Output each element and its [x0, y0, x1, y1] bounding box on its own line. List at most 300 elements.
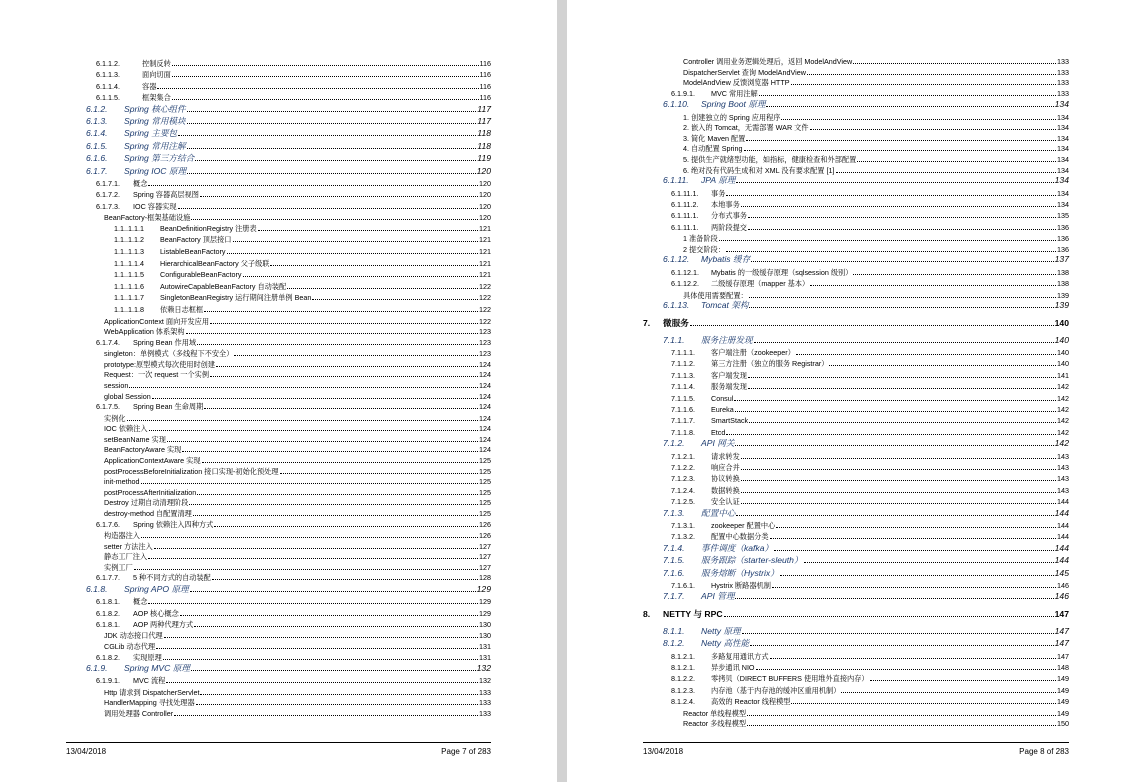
toc-entry[interactable] — [671, 462, 1069, 472]
toc-entry-title: 1 准备阶段 — [683, 234, 718, 244]
toc-entry-title: 零拷贝（DIRECT BUFFERS 使用堆外直接内存） — [711, 674, 869, 684]
toc-entry-title: session — [104, 381, 129, 390]
toc-entry[interactable] — [643, 609, 1069, 619]
toc-entry-title: 数据转换 — [711, 485, 740, 495]
toc-entry[interactable] — [104, 444, 491, 454]
toc-entry-page-number: 127 — [479, 541, 491, 551]
toc-entry[interactable] — [671, 520, 1069, 530]
toc-entry[interactable] — [671, 188, 1069, 198]
dot-leader — [810, 278, 1056, 286]
toc-entry[interactable] — [86, 153, 491, 163]
toc-entry[interactable] — [96, 608, 491, 618]
toc-entry[interactable] — [671, 210, 1069, 220]
toc-entry[interactable] — [683, 143, 1069, 153]
toc-entry-page-number: 133 — [1057, 88, 1069, 98]
toc-entry[interactable] — [114, 269, 491, 279]
dot-leader — [810, 122, 1056, 130]
toc-entry[interactable] — [104, 630, 491, 640]
toc-entry[interactable] — [683, 290, 1069, 300]
toc-entry-page-number: 129 — [476, 583, 491, 594]
dot-leader — [258, 223, 478, 231]
toc-entry-number: 1.1..1.1.5 — [114, 270, 144, 280]
toc-entry-title: Spring Boot 原理 — [701, 99, 766, 110]
toc-entry[interactable] — [663, 335, 1069, 345]
dot-leader — [741, 496, 1056, 504]
toc-entry-number: 6.1.11. — [663, 175, 689, 186]
toc-entry-number: 7.1.1.3. — [671, 370, 695, 380]
toc-entry[interactable] — [104, 466, 491, 476]
dot-leader — [770, 531, 1056, 539]
toc-entry-title: Request：一次 request 一个实例 — [104, 370, 210, 380]
dot-leader — [167, 434, 478, 442]
dot-leader — [829, 358, 1056, 366]
toc-entry[interactable] — [643, 318, 1069, 328]
toc-entry-title: Spring 第三方结合 — [124, 153, 195, 164]
toc-entry-title: Reactor 多线程模型 — [683, 719, 747, 729]
toc-entry[interactable] — [104, 487, 491, 497]
toc-entry-number: 7.1.1.2. — [671, 359, 695, 369]
dot-leader — [791, 77, 1056, 85]
toc-entry-page-number: 129 — [479, 597, 491, 607]
toc-entry-page-number: 125 — [479, 498, 491, 508]
dot-leader — [841, 685, 1056, 693]
dot-leader — [141, 530, 478, 538]
toc-entry[interactable] — [683, 708, 1069, 718]
toc-entry-page-number: 121 — [479, 235, 491, 245]
dot-leader — [148, 596, 478, 604]
dot-leader — [172, 69, 479, 77]
dot-leader — [853, 56, 1056, 64]
toc-entry[interactable] — [86, 166, 491, 176]
toc-entry[interactable] — [671, 696, 1069, 706]
toc-entry-page-number: 127 — [479, 562, 491, 572]
toc-entry[interactable] — [114, 234, 491, 244]
toc-entry[interactable] — [663, 543, 1069, 553]
dot-leader — [280, 466, 478, 474]
toc-entry[interactable] — [104, 497, 491, 507]
toc-entry-title: 分布式事务 — [711, 211, 747, 221]
toc-entry[interactable] — [104, 530, 491, 540]
toc-entry[interactable] — [86, 116, 491, 126]
toc-entry[interactable] — [663, 508, 1069, 518]
toc-entry-page-number: 134 — [1054, 99, 1069, 110]
toc-entry[interactable] — [671, 199, 1069, 209]
toc-entry-page-number: 143 — [1057, 485, 1069, 495]
toc-entry[interactable] — [96, 675, 491, 685]
toc-entry[interactable] — [104, 348, 491, 358]
toc-entry-number: 7.1.6. — [663, 567, 685, 578]
toc-entry[interactable] — [86, 663, 491, 673]
toc-entry[interactable] — [671, 381, 1069, 391]
toc-entry-title: ConfigurableBeanFactory — [160, 270, 242, 280]
footer-date: 13/04/2018 — [66, 747, 107, 756]
toc-entry-page-number: 149 — [1057, 708, 1069, 718]
toc-entry[interactable] — [671, 88, 1069, 98]
dot-leader — [741, 462, 1056, 470]
dot-leader — [202, 455, 478, 463]
toc-entry-number: 7.1.1.1. — [671, 348, 695, 357]
dot-leader — [243, 269, 478, 277]
dot-leader — [270, 258, 478, 266]
toc-entry-page-number: 122 — [479, 293, 491, 303]
toc-entry-number: 6.1.7.4. — [96, 337, 120, 347]
toc-entry-title: AOP 核心概念 — [133, 608, 179, 618]
toc-entry[interactable] — [86, 141, 491, 151]
toc-entry-title: postProcessAfterInitialization — [104, 487, 197, 497]
toc-entry[interactable] — [683, 165, 1069, 175]
toc-entry-page-number: 143 — [1057, 463, 1069, 472]
toc-entry-number: 6.1.1.3. — [96, 70, 120, 80]
toc-entry-number: 8. — [643, 608, 651, 619]
toc-entry-title: Spring 主要包 — [124, 128, 178, 139]
toc-entry[interactable] — [671, 267, 1069, 277]
toc-entry[interactable] — [96, 58, 491, 68]
toc-entry[interactable] — [96, 619, 491, 629]
toc-entry-page-number: 121 — [479, 270, 491, 280]
dot-leader — [178, 201, 478, 209]
toc-entry-title: ApplicationContext 面向开发应用 — [104, 316, 210, 326]
toc-entry-number: 1.1..1.1.2 — [114, 235, 144, 245]
toc-entry[interactable] — [671, 673, 1069, 683]
toc-entry[interactable] — [671, 451, 1069, 461]
toc-entry-title: 请求转发 — [711, 451, 740, 461]
toc-entry[interactable] — [86, 104, 491, 114]
toc-entry-number: 6.1.7.3. — [96, 201, 120, 211]
page-gap — [557, 0, 567, 782]
toc-entry[interactable] — [114, 292, 491, 302]
toc-entry[interactable] — [86, 128, 491, 138]
toc-entry-number: 6.1.10. — [663, 99, 690, 110]
toc-entry[interactable] — [671, 531, 1069, 541]
toc-entry-number: 1.1..1.1.1 — [114, 223, 144, 233]
toc-entry[interactable] — [671, 222, 1069, 232]
toc-entry[interactable] — [671, 404, 1069, 414]
toc-entry[interactable] — [96, 69, 491, 79]
toc-entry-title: 3. 简化 Maven 配置 — [683, 133, 746, 143]
toc-entry-number: 7.1.7. — [663, 591, 685, 602]
dot-leader — [234, 348, 478, 356]
toc-entry[interactable] — [663, 254, 1069, 264]
toc-entry[interactable] — [683, 718, 1069, 728]
toc-entry[interactable] — [104, 369, 491, 379]
toc-entry[interactable] — [104, 423, 491, 433]
toc-entry-page-number: 122 — [479, 305, 491, 314]
toc-entry-number: 6.1.7.6. — [96, 519, 120, 529]
toc-entry[interactable] — [114, 304, 491, 314]
toc-entry[interactable] — [114, 281, 491, 291]
toc-entry[interactable] — [683, 122, 1069, 132]
toc-entry[interactable] — [104, 641, 491, 651]
toc-entry[interactable] — [96, 178, 491, 188]
toc-entry[interactable] — [671, 473, 1069, 483]
toc-entry-title: singleton：单例模式（多线程下不安全） — [104, 349, 234, 359]
toc-entry-page-number: 124 — [479, 445, 491, 455]
dot-leader — [748, 222, 1056, 230]
toc-entry-number: 6.1.12.1. — [671, 267, 699, 277]
toc-entry-page-number: 119 — [477, 153, 491, 164]
toc-entry-title: 面向切面 — [142, 70, 171, 80]
toc-entry-page-number: 116 — [479, 70, 491, 80]
toc-entry[interactable] — [104, 326, 491, 336]
dot-leader — [766, 99, 1053, 107]
toc-entry[interactable] — [663, 438, 1069, 448]
toc-entry-title: destroy-method 自配置清理 — [104, 509, 192, 518]
toc-entry-number: 7.1.2.1. — [671, 451, 695, 461]
dot-leader — [187, 141, 477, 149]
toc-entry[interactable] — [663, 626, 1069, 636]
toc-entry-number: 7.1.1.6. — [671, 405, 695, 414]
toc-entry-page-number: 142 — [1057, 382, 1069, 392]
toc-entry-number: 8.1.2.1. — [671, 663, 695, 672]
dot-leader — [127, 413, 478, 421]
toc-entry-title: 2. 嵌入的 Tomcat，无需部署 WAR 文件 — [683, 123, 809, 133]
toc-entry-page-number: 124 — [479, 402, 491, 412]
document-page-8 — [567, 0, 1126, 782]
toc-entry[interactable] — [104, 359, 491, 369]
dot-leader — [233, 234, 479, 242]
dot-leader — [287, 281, 478, 289]
toc-entry-title: Controller 调用业务逻辑处理后，返回 ModelAndView — [683, 57, 853, 66]
dot-leader — [749, 415, 1056, 423]
toc-entry-page-number: 142 — [1057, 427, 1069, 437]
dot-leader — [187, 166, 476, 174]
toc-entry-page-number: 124 — [479, 381, 491, 390]
toc-entry[interactable] — [683, 77, 1069, 87]
toc-entry[interactable] — [683, 233, 1069, 243]
toc-entry-title: 本地事务 — [711, 200, 740, 209]
toc-entry-page-number: 133 — [479, 698, 491, 708]
dot-leader — [204, 401, 478, 409]
toc-entry-title: NETTY 与 RPC — [663, 608, 723, 619]
toc-entry[interactable] — [671, 415, 1069, 425]
toc-entry[interactable] — [96, 652, 491, 662]
toc-entry-number: 8.1.2. — [663, 638, 685, 649]
toc-entry-number: 6.1.6. — [86, 153, 108, 164]
toc-entry[interactable] — [663, 555, 1069, 565]
toc-entry-page-number: 123 — [479, 327, 491, 337]
dot-leader — [182, 444, 478, 452]
toc-entry[interactable] — [104, 455, 491, 465]
toc-entry[interactable] — [671, 580, 1069, 590]
toc-entry-title: Netty 高性能 — [701, 638, 750, 649]
toc-entry[interactable] — [663, 300, 1069, 310]
toc-entry[interactable] — [114, 258, 491, 268]
toc-entry[interactable] — [96, 572, 491, 582]
dot-leader — [736, 508, 1053, 516]
toc-entry[interactable] — [104, 391, 491, 401]
toc-entry-page-number: 125 — [479, 487, 491, 497]
dot-leader — [770, 651, 1056, 659]
toc-entry-page-number: 118 — [477, 128, 491, 139]
toc-entry[interactable] — [104, 687, 491, 697]
toc-entry[interactable] — [683, 67, 1069, 77]
toc-entry-title: 实例工厂 — [104, 562, 133, 572]
toc-entry-title: BeanFactoryAware 实现 — [104, 445, 182, 455]
toc-entry[interactable] — [683, 244, 1069, 254]
toc-entry-page-number: 140 — [1057, 359, 1069, 369]
dot-leader — [186, 326, 478, 334]
toc-entry-title: 1. 创建独立的 Spring 应用程序 — [683, 112, 781, 122]
toc-entry-title: 配置中心数据分类 — [711, 532, 769, 542]
dot-leader — [172, 92, 479, 100]
toc-entry[interactable] — [96, 596, 491, 606]
dot-leader — [741, 473, 1056, 481]
dot-leader — [210, 316, 478, 324]
toc-entry-page-number: 120 — [479, 213, 491, 223]
toc-entry-number: 6.1.7.1. — [96, 179, 120, 188]
toc-entry-number: 6.1.8.1. — [96, 620, 120, 629]
toc-entry[interactable] — [96, 337, 491, 347]
toc-entry[interactable] — [104, 551, 491, 561]
dot-leader — [747, 708, 1056, 716]
toc-entry[interactable] — [104, 380, 491, 390]
toc-entry-page-number: 122 — [479, 281, 491, 291]
toc-entry[interactable] — [114, 223, 491, 233]
toc-entry[interactable] — [86, 584, 491, 594]
toc-entry[interactable] — [96, 92, 491, 102]
toc-entry-title: WebApplication 体系架构 — [104, 327, 185, 337]
toc-entry[interactable] — [671, 427, 1069, 437]
toc-entry-title: JPA 原理 — [701, 175, 736, 186]
toc-entry-title: SingletonBeanRegistry 运行期间注册单例 Bean — [160, 293, 312, 303]
footer-rule — [66, 742, 491, 743]
toc-entry-title: 事件调度（kafka） — [701, 542, 774, 553]
toc-entry[interactable] — [114, 246, 491, 256]
dot-leader — [156, 641, 478, 649]
toc-entry-page-number: 143 — [1057, 474, 1069, 484]
toc-entry[interactable] — [104, 434, 491, 444]
toc-entry[interactable] — [96, 189, 491, 199]
toc-entry-page-number: 120 — [476, 165, 491, 176]
dot-leader — [726, 427, 1056, 435]
toc-entry-number: 6.1.3. — [86, 116, 108, 126]
toc-entry[interactable] — [663, 591, 1069, 601]
toc-entry-title: 构造器注入 — [104, 531, 140, 540]
toc-entry-title: 静态工厂注入 — [104, 552, 148, 562]
toc-entry[interactable] — [663, 568, 1069, 578]
toc-entry[interactable] — [104, 541, 491, 551]
toc-entry-title: 客户端注册（zookeeper） — [711, 348, 795, 357]
dot-leader — [734, 393, 1056, 401]
toc-entry-title: IOC 依赖注入 — [104, 424, 148, 434]
toc-entry-page-number: 140 — [1054, 334, 1069, 345]
toc-entry-number: 7.1.6.1. — [671, 581, 695, 590]
toc-entry-title: 服务跟踪（starter-sleuth） — [701, 555, 803, 566]
toc-entry[interactable] — [671, 685, 1069, 695]
toc-entry-page-number: 136 — [1057, 234, 1069, 244]
toc-entry-page-number: 133 — [1057, 67, 1069, 77]
toc-entry-title: CGLib 动态代理 — [104, 642, 156, 651]
toc-entry-number: 6.1.1.4. — [96, 81, 120, 91]
toc-entry[interactable] — [104, 508, 491, 518]
toc-entry-number: 6.1.11.1. — [671, 211, 699, 221]
toc-entry[interactable] — [96, 81, 491, 91]
toc-entry-title: Spring Bean 作用域 — [133, 337, 197, 347]
toc-entry[interactable] — [683, 154, 1069, 164]
toc-entry[interactable] — [663, 99, 1069, 109]
toc-entry[interactable] — [683, 56, 1069, 66]
toc-entry[interactable] — [671, 278, 1069, 288]
dot-leader — [148, 178, 478, 186]
toc-entry-number: 1.1..1.1.3 — [114, 247, 144, 256]
toc-entry[interactable] — [683, 112, 1069, 122]
toc-entry-number: 6.1.12.2. — [671, 279, 699, 289]
toc-entry[interactable] — [104, 316, 491, 326]
toc-entry-title: 调用处理器 Controller — [104, 709, 174, 718]
dot-leader — [187, 104, 477, 112]
toc-entry[interactable] — [683, 133, 1069, 143]
toc-entry-number: 6.1.9.1. — [671, 88, 695, 98]
dot-leader — [741, 485, 1056, 493]
toc-entry[interactable] — [671, 358, 1069, 368]
dot-leader — [210, 369, 478, 377]
dot-leader — [172, 58, 479, 66]
toc-entry[interactable] — [96, 201, 491, 211]
toc-entry-title: zookeeper 配置中心 — [711, 521, 776, 530]
dot-leader — [196, 697, 478, 705]
toc-entry-number: 6.1.7. — [86, 165, 108, 176]
toc-entry[interactable] — [671, 370, 1069, 380]
toc-entry[interactable] — [104, 697, 491, 707]
toc-entry-title: 内存池（基于内存池的缓冲区重用机制） — [711, 685, 841, 695]
toc-entry[interactable] — [671, 651, 1069, 661]
dot-leader — [154, 541, 478, 549]
toc-entry[interactable] — [104, 476, 491, 486]
toc-entry[interactable] — [671, 485, 1069, 495]
toc-entry-title: 服务端发现 — [711, 382, 747, 392]
dot-leader — [193, 508, 478, 516]
toc-entry-page-number: 134 — [1057, 188, 1069, 198]
toc-entry-number: 7.1.3. — [663, 507, 685, 518]
dot-leader — [776, 520, 1056, 528]
toc-entry[interactable] — [104, 562, 491, 572]
toc-entry-title: 依赖日志框框 — [160, 305, 204, 314]
toc-entry[interactable] — [104, 413, 491, 423]
toc-entry-title: DispatcherServlet 查询 ModelAndView — [683, 67, 806, 77]
toc-entry-number: 6.1.11.1. — [671, 188, 699, 198]
toc-entry-title: Reactor 单线程模型 — [683, 708, 747, 718]
toc-entry-number: 6.1.8.2. — [96, 652, 120, 662]
toc-entry-page-number: 134 — [1057, 165, 1069, 175]
toc-entry-page-number: 124 — [479, 359, 491, 369]
toc-entry[interactable] — [96, 519, 491, 529]
dot-leader — [749, 290, 1056, 298]
toc-entry-page-number: 137 — [1054, 254, 1069, 265]
toc-entry[interactable] — [671, 393, 1069, 403]
toc-entry[interactable] — [663, 175, 1069, 185]
toc-entry-page-number: 121 — [479, 223, 491, 233]
toc-entry[interactable] — [104, 708, 491, 718]
toc-entry-page-number: 149 — [1057, 697, 1069, 707]
toc-entry[interactable] — [96, 401, 491, 411]
toc-entry-number: 7.1.1.7. — [671, 416, 695, 426]
dot-leader — [194, 619, 478, 627]
toc-entry-page-number: 147 — [1054, 608, 1069, 619]
dot-leader — [164, 630, 478, 638]
dot-leader — [791, 696, 1056, 704]
toc-entry[interactable] — [104, 212, 491, 222]
toc-entry[interactable] — [663, 638, 1069, 648]
dot-leader — [781, 112, 1056, 120]
toc-entry-title: postProcessBeforeInitialization 接口实现-初始化预处理 — [104, 466, 279, 476]
toc-entry-title: 服务熔断（Hystrix） — [701, 567, 779, 578]
dot-leader — [746, 133, 1056, 141]
toc-entry-page-number: 132 — [479, 676, 491, 686]
toc-entry[interactable] — [671, 662, 1069, 672]
toc-entry-title: 2 提交阶段： — [683, 244, 725, 254]
toc-entry[interactable] — [671, 496, 1069, 506]
toc-entry[interactable] — [671, 347, 1069, 357]
